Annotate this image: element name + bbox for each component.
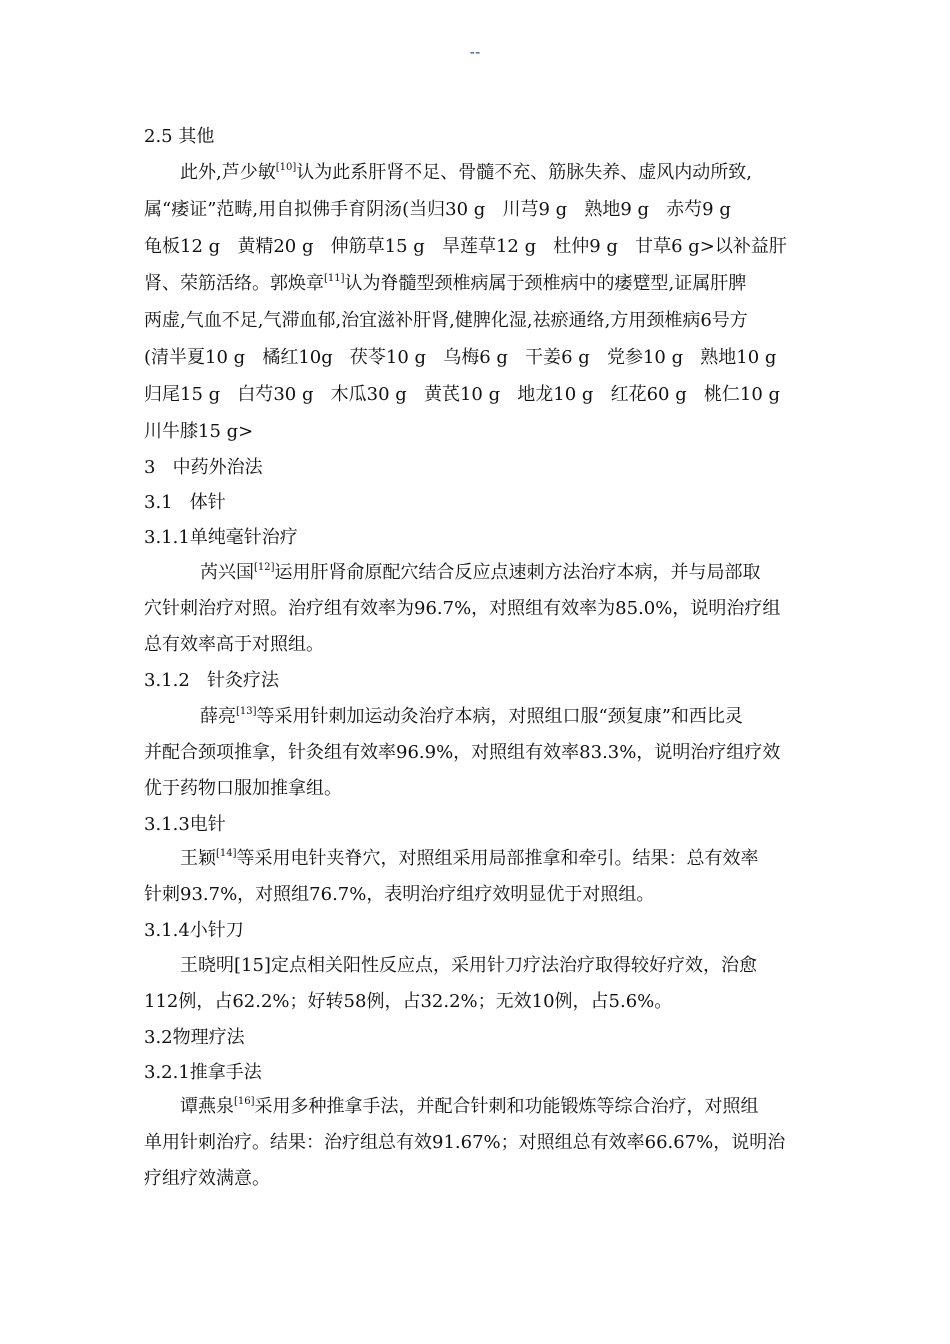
text: 王颖	[180, 848, 216, 869]
paragraph-line: 并配合颈项推拿，针灸组有效率96.9%，对照组有效率83.3%，说明治疗组疗效	[144, 742, 781, 763]
paragraph-line: 总有效率高于对照组。	[144, 634, 324, 655]
text: 采用多种推拿手法，并配合针刺和功能锻炼等综合治疗，对照组	[254, 1096, 759, 1117]
header-mark: --	[469, 44, 481, 61]
paragraph-line: 112例，占62.2%；好转58例，占32.2%；无效10例，占5.6%。	[144, 991, 673, 1012]
paragraph-line	[144, 271, 746, 297]
paragraph-line: 优于药物口服加推拿组。	[144, 778, 342, 799]
citation-ref: [14]	[216, 848, 237, 859]
text: 芮兴国	[200, 562, 254, 583]
paragraph-line: 川牛膝15 g>	[144, 421, 254, 442]
paragraph-line: 龟板12 g 黄精20 g 伸筋草15 g 旱莲草12 g 杜仲9 g 甘草6 g>以补益肝	[144, 236, 787, 257]
paragraph-line	[180, 846, 759, 872]
section-heading-3-1-3: 3.1.3电针	[144, 814, 226, 835]
paragraph-line	[180, 1094, 759, 1120]
section-heading-3: 3 中药外治法	[144, 457, 263, 478]
paragraph-line: 疗组疗效满意。	[144, 1168, 270, 1189]
section-heading-3-2: 3.2物理疗法	[144, 1027, 245, 1048]
paragraph-line	[200, 704, 743, 730]
text: 认为脊髓型颈椎病属于颈椎病中的痿躄型,证属肝脾	[344, 273, 747, 294]
citation-ref: [11]	[324, 273, 345, 284]
paragraph-line: 针刺93.7%，对照组76.7%，表明治疗组疗效明显优于对照组。	[144, 884, 655, 905]
text: 谭燕泉	[180, 1096, 234, 1117]
paragraph-line: 穴针刺治疗对照。治疗组有效率为96.7%，对照组有效率为85.0%，说明治疗组	[144, 598, 781, 619]
paragraph-line	[200, 560, 761, 586]
section-heading-3-1-4: 3.1.4小针刀	[144, 920, 244, 941]
section-heading-3-1-1: 3.1.1单纯毫针治疗	[144, 527, 298, 548]
citation-ref: [10]	[275, 162, 297, 173]
section-heading-3-1: 3.1 体针	[144, 492, 226, 513]
section-heading-3-1-2: 3.1.2 针灸疗法	[144, 670, 279, 691]
text: 认为此系肝肾不足、骨髓不充、筋脉失养、虚风内动所致,	[296, 162, 752, 183]
paragraph-line: 归尾15 g 白芍30 g 木瓜30 g 黄芪10 g 地龙10 g 红花60 g 桃仁10 g	[144, 384, 781, 405]
paragraph-line: 两虚,气血不足,气滞血郁,治宜滋补肝肾,健脾化湿,祛瘀通络,方用颈椎病6号方	[144, 310, 748, 331]
citation-ref: [13]	[236, 706, 257, 717]
text: 此外,芦少敏	[180, 162, 276, 183]
text: 运用肝肾俞原配穴结合反应点速刺方法治疗本病，并与局部取	[274, 562, 761, 583]
section-heading-3-2-1: 3.2.1推拿手法	[144, 1062, 262, 1083]
paragraph-line: 王晓明[15]定点相关阳性反应点，采用针刀疗法治疗取得较好疗效，治愈	[180, 955, 757, 976]
text: 等采用针刺加运动灸治疗本病，对照组口服“颈复康”和西比灵	[256, 706, 743, 727]
citation-ref: [12]	[254, 562, 275, 573]
paragraph-line: (清半夏10 g 橘红10g 茯苓10 g 乌梅6 g 干姜6 g 党参10 g 熟地10 g	[144, 347, 777, 368]
text: 薛亮	[200, 706, 236, 727]
citation-ref: [16]	[234, 1096, 255, 1107]
text: 肾、荣筋活络。郭焕章	[144, 273, 324, 294]
section-heading-2-5: 2.5 其他	[144, 126, 215, 147]
paragraph-line: 属“痿证”范畴,用自拟佛手育阴汤(当归30 g 川芎9 g 熟地9 g 赤芍9 g	[144, 199, 731, 220]
text: 等采用电针夹脊穴，对照组采用局部推拿和牵引。结果：总有效率	[236, 848, 759, 869]
paragraph-line: 单用针刺治疗。结果：治疗组总有效91.67%；对照组总有效率66.67%，说明治	[144, 1132, 786, 1153]
paragraph-line	[180, 160, 752, 186]
